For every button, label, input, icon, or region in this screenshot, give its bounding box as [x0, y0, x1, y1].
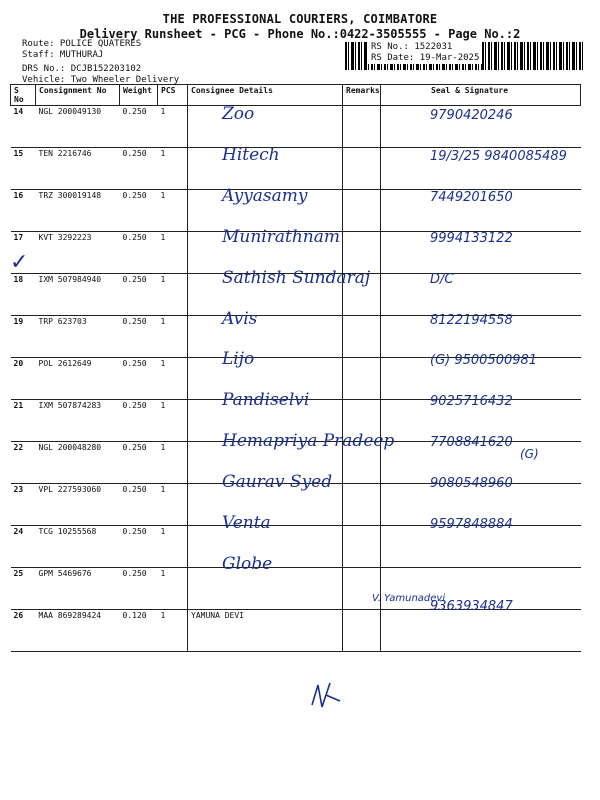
signature-handwriting: 9080548960: [430, 476, 513, 492]
consignee-handwriting: Lijo: [222, 349, 255, 370]
weight-cell: 0.120: [120, 610, 158, 652]
remarks-cell: [343, 148, 381, 190]
weight-cell: 0.250: [120, 316, 158, 358]
sno-cell: 26: [11, 610, 36, 652]
signature-handwriting: 9363934847: [430, 598, 513, 614]
consignment-cell: POL 2612649: [36, 358, 120, 400]
consignment-cell: TCG 10255568: [36, 526, 120, 568]
rs-no: [368, 42, 482, 64]
signature-g-22: (G): [520, 447, 539, 462]
consignee-handwriting: Sathish Sundaraj: [222, 267, 371, 288]
consignee-handwriting: Munirathnam: [222, 226, 340, 247]
staff-text: Staff: MUTHURAJ: [22, 49, 104, 60]
consignee-handwriting: Avis: [222, 308, 258, 329]
consignee-handwriting: Pandiselvi: [222, 390, 310, 411]
consignment-cell: IXM 507984940: [36, 274, 120, 316]
consignee-cell: [188, 316, 343, 358]
sno-cell: 21: [11, 400, 36, 442]
remarks-cell: [343, 526, 381, 568]
check-mark-18: ✓: [10, 250, 29, 275]
signature-handwriting: 7449201650: [430, 189, 513, 205]
remarks-cell: [343, 610, 381, 652]
pcs-cell: 1: [158, 190, 188, 232]
pcs-cell: 1: [158, 484, 188, 526]
weight-cell: 0.250: [120, 274, 158, 316]
sno-cell: 23: [11, 484, 36, 526]
table-row: [11, 610, 581, 652]
signature-handwriting: 9994133122: [430, 230, 513, 246]
signature-handwriting: 9597848884: [430, 517, 513, 532]
weight-cell: 0.250: [120, 232, 158, 274]
consignment-cell: NGL 200049130: [36, 106, 120, 148]
signature-cell: [381, 610, 581, 652]
consignment-cell: TEN 2216746: [36, 148, 120, 190]
weight-cell: 0.250: [120, 358, 158, 400]
sno-cell: 15: [11, 148, 36, 190]
sno-cell: 22: [11, 442, 36, 484]
consignee-handwriting: Hemapriya Pradeep: [222, 431, 395, 452]
consignee-cell: YAMUNA DEVI: [188, 610, 343, 652]
signature-handwriting: (G) 9500500981: [430, 353, 538, 369]
col-consignment: Consignment No: [36, 85, 120, 106]
sno-cell: 24: [11, 526, 36, 568]
consignment-cell: KVT 3292223: [36, 232, 120, 274]
signature-handwriting: 8122194558: [430, 312, 513, 328]
signature-handwriting: 9790420246: [430, 108, 513, 123]
signature-name-26: V. Yamunadevi: [372, 592, 446, 604]
consignee-handwriting: Gaurav Syed: [222, 472, 333, 493]
sno-cell: 16: [11, 190, 36, 232]
remarks-cell: [343, 358, 381, 400]
rs-number: RS No.: 1522031: [371, 42, 453, 52]
pcs-cell: 1: [158, 148, 188, 190]
vehicle-text: Vehicle: Two Wheeler Delivery: [22, 74, 180, 85]
consignee-handwriting: Ayyasamy: [222, 185, 308, 206]
consignment-cell: VPL 227593060: [36, 484, 120, 526]
signature-handwriting: D/C: [430, 271, 454, 287]
consignee-cell: [188, 106, 343, 148]
weight-cell: 0.250: [120, 400, 158, 442]
consignee-handwriting: Venta: [222, 513, 271, 533]
pcs-cell: 1: [158, 526, 188, 568]
signature-handwriting: 9025716432: [430, 394, 513, 410]
pcs-cell: 1: [158, 274, 188, 316]
col-pcs: PCS: [158, 85, 188, 106]
weight-cell: 0.250: [120, 190, 158, 232]
consignment-cell: IXM 507874283: [36, 400, 120, 442]
weight-cell: 0.250: [120, 442, 158, 484]
remarks-cell: [343, 316, 381, 358]
drs-text: DRS No.: DCJB152203102: [22, 64, 142, 74]
info-block: [22, 39, 179, 85]
consignee-handwriting: Hitech: [222, 144, 280, 165]
col-sno: S No: [11, 85, 36, 106]
signature-handwriting: 19/3/25 9840085489: [430, 148, 567, 164]
weight-cell: 0.250: [120, 148, 158, 190]
pcs-cell: 1: [158, 400, 188, 442]
remarks-cell: [343, 106, 381, 148]
consignment-cell: TRP 623703: [36, 316, 120, 358]
weight-cell: 0.250: [120, 484, 158, 526]
pcs-cell: 1: [158, 316, 188, 358]
pcs-cell: 1: [158, 358, 188, 400]
runsheet-title: Delivery Runsheet - PCG - Phone No.:0422-3505555 - Page No.:2: [79, 27, 521, 41]
remarks-cell: [343, 190, 381, 232]
sno-cell: 20: [11, 358, 36, 400]
consignee-handwriting: Globe: [222, 553, 273, 574]
col-weight: Weight: [120, 85, 158, 106]
weight-cell: 0.250: [120, 526, 158, 568]
company-name: THE PROFESSIONAL COURIERS, COIMBATORE: [162, 12, 438, 26]
route-text: Route: POLICE QUATERES: [22, 39, 142, 49]
sno-cell: 25: [11, 568, 36, 610]
final-scribble: [300, 675, 360, 715]
sno-cell: 17: [11, 232, 36, 274]
sno-cell: 19: [11, 316, 36, 358]
pcs-cell: 1: [158, 610, 188, 652]
col-signature: Seal & Signature: [381, 85, 581, 106]
pcs-cell: 1: [158, 106, 188, 148]
consignment-cell: GPM 5469676: [36, 568, 120, 610]
consignment-cell: TRZ 300019148: [36, 190, 120, 232]
consignment-cell: MAA 869289424: [36, 610, 120, 652]
col-remarks: Remarks: [343, 85, 381, 106]
rs-date: RS Date: 19-Mar-2025: [371, 53, 480, 63]
weight-cell: 0.250: [120, 106, 158, 148]
consignment-cell: NGL 200048280: [36, 442, 120, 484]
pcs-cell: 1: [158, 442, 188, 484]
weight-cell: 0.250: [120, 568, 158, 610]
signature-cell: [381, 271, 581, 316]
sno-cell: 18: [11, 274, 36, 316]
pcs-cell: 1: [158, 568, 188, 610]
consignee-handwriting: Zoo: [222, 104, 255, 124]
signature-handwriting: 7708841620: [430, 435, 513, 451]
col-consignee: Consignee Details: [188, 85, 343, 106]
remarks-cell: [343, 484, 381, 526]
sno-cell: 14: [11, 106, 36, 148]
pcs-cell: 1: [158, 232, 188, 274]
